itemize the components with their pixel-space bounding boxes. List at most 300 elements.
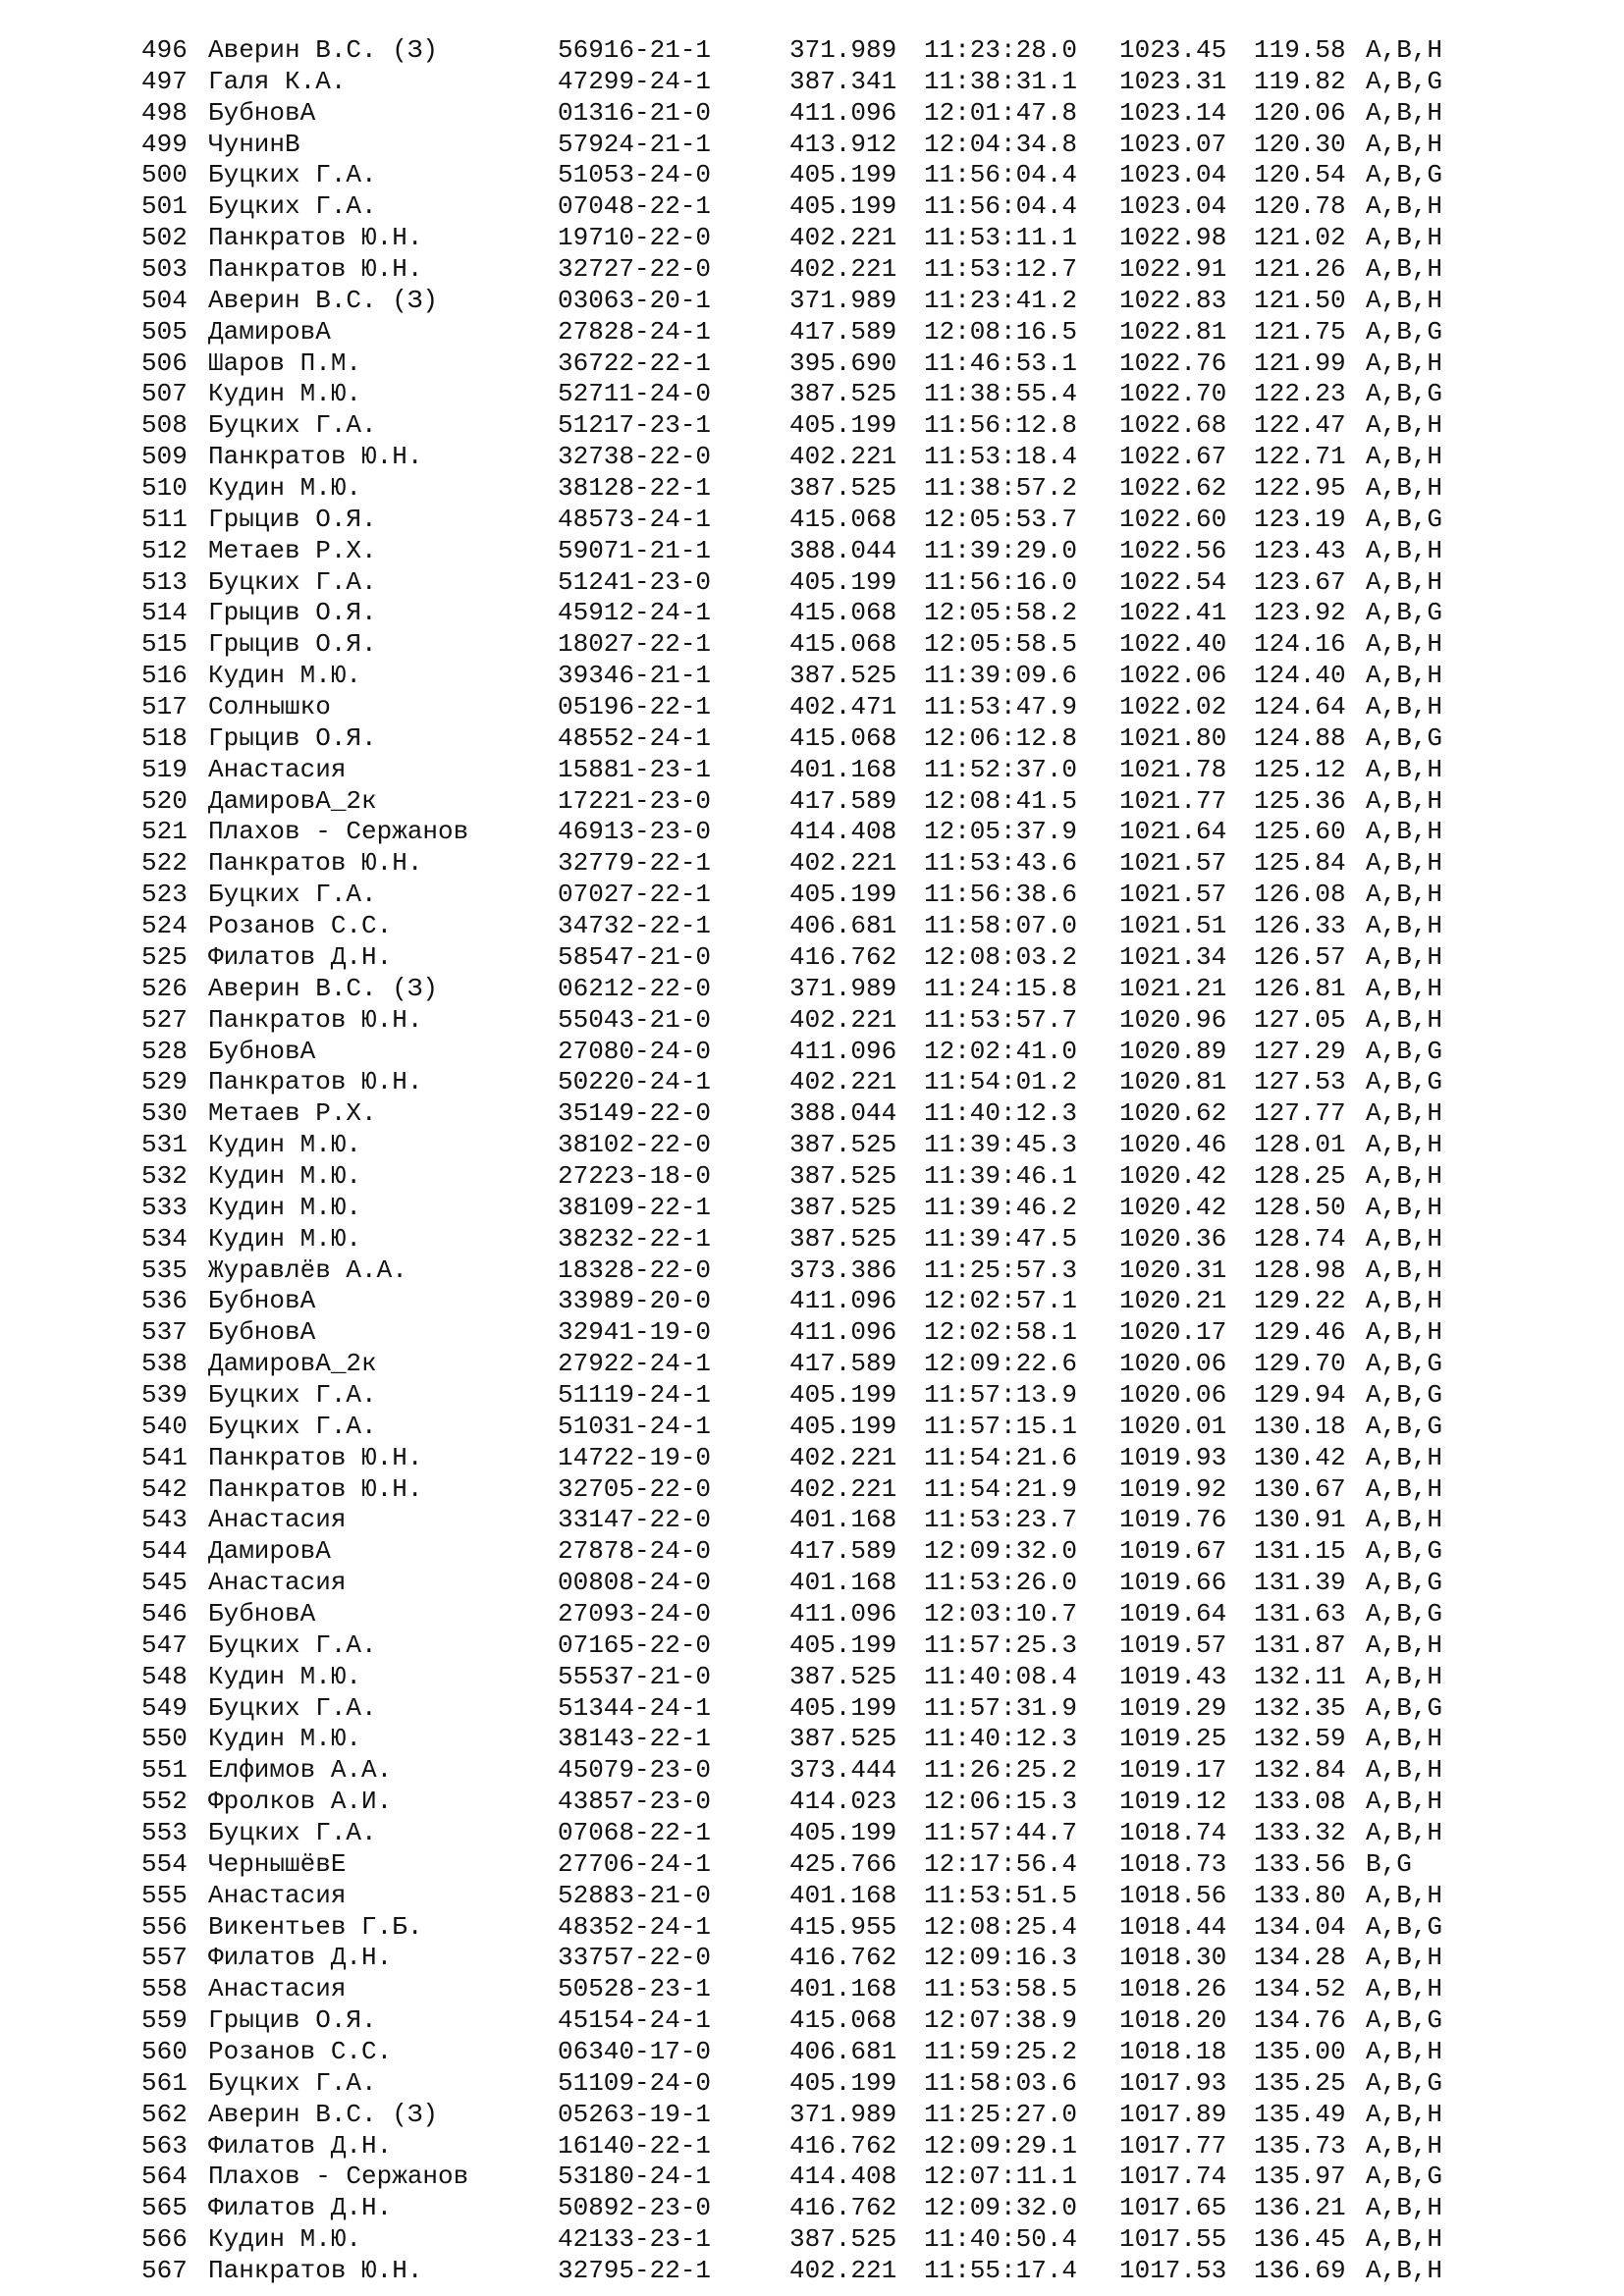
speed: 1022.06 — [1119, 661, 1227, 691]
ring-number: 48573-24-1 — [558, 504, 712, 534]
class-list: A,B,H — [1366, 1004, 1443, 1035]
class-list: A,B,H — [1366, 1943, 1443, 1973]
coefficient: 135.73 — [1254, 2130, 1346, 2161]
result-number: 560 — [141, 2037, 188, 2066]
class-list: A,B,H — [1366, 1473, 1443, 1504]
distance: 387.525 — [789, 473, 897, 504]
arrival-time: 11:54:01.2 — [924, 1067, 1078, 1097]
speed: 1020.31 — [1119, 1255, 1227, 1285]
result-number: 552 — [141, 1787, 188, 1817]
result-number: 511 — [141, 504, 188, 534]
ring-number: 38109-22-1 — [558, 1192, 712, 1222]
speed: 1022.62 — [1119, 473, 1227, 504]
coefficient: 123.43 — [1254, 535, 1346, 565]
participant-name: Кудин М.Ю. — [208, 1661, 362, 1691]
arrival-time: 11:57:25.3 — [924, 1629, 1078, 1660]
distance: 405.199 — [789, 160, 897, 190]
distance: 414.023 — [789, 1787, 897, 1817]
result-number: 522 — [141, 848, 188, 879]
class-list: A,B,G — [1366, 2005, 1443, 2036]
ring-number: 35149-22-0 — [558, 1098, 712, 1129]
arrival-time: 11:57:31.9 — [924, 1692, 1078, 1723]
distance: 416.762 — [789, 2130, 897, 2161]
arrival-time: 11:23:41.2 — [924, 285, 1078, 315]
distance: 415.068 — [789, 598, 897, 628]
ring-number: 32795-22-1 — [558, 2256, 712, 2286]
class-list: A,B,H — [1366, 442, 1443, 472]
ring-number: 33147-22-0 — [558, 1505, 712, 1535]
result-number: 562 — [141, 2099, 188, 2129]
coefficient: 122.47 — [1254, 410, 1346, 441]
result-number: 513 — [141, 566, 188, 597]
class-list: A,B,G — [1366, 1411, 1443, 1441]
participant-name: Аверин В.С. (З) — [208, 35, 439, 65]
participant-name: Викентьев Г.Б. — [208, 1911, 423, 1942]
coefficient: 129.46 — [1254, 1317, 1346, 1348]
result-number: 514 — [141, 598, 188, 628]
result-number: 521 — [141, 817, 188, 847]
speed: 1022.60 — [1119, 504, 1227, 534]
participant-name: Кудин М.Ю. — [208, 661, 362, 691]
coefficient: 125.12 — [1254, 754, 1346, 784]
class-list: A,B,G — [1366, 1349, 1443, 1379]
table-row — [141, 629, 1516, 661]
coefficient: 120.06 — [1254, 97, 1346, 128]
result-number: 564 — [141, 2162, 188, 2192]
participant-name: Плахов - Сержанов — [208, 817, 469, 847]
table-row — [141, 1317, 1516, 1349]
distance: 402.221 — [789, 1004, 897, 1035]
speed: 1022.02 — [1119, 692, 1227, 722]
table-row — [141, 1536, 1516, 1568]
distance: 406.681 — [789, 911, 897, 941]
class-list: A,B,H — [1366, 941, 1443, 972]
arrival-time: 11:53:57.7 — [924, 1004, 1078, 1035]
class-list: A,B,H — [1366, 97, 1443, 128]
arrival-time: 11:40:12.3 — [924, 1098, 1078, 1129]
speed: 1019.43 — [1119, 1661, 1227, 1691]
class-list: B,G — [1366, 1848, 1412, 1879]
ring-number: 43857-23-0 — [558, 1787, 712, 1817]
table-row — [141, 254, 1516, 286]
arrival-time: 12:07:38.9 — [924, 2005, 1078, 2036]
speed: 1019.29 — [1119, 1692, 1227, 1723]
table-row — [141, 848, 1516, 880]
speed: 1019.25 — [1119, 1724, 1227, 1754]
coefficient: 120.30 — [1254, 129, 1346, 159]
coefficient: 136.21 — [1254, 2193, 1346, 2223]
ring-number: 45154-24-1 — [558, 2005, 712, 2036]
coefficient: 121.50 — [1254, 285, 1346, 315]
table-row — [141, 1787, 1516, 1818]
table-row — [141, 1037, 1516, 1068]
table-row — [141, 2224, 1516, 2256]
distance: 415.068 — [789, 629, 897, 660]
arrival-time: 12:17:56.4 — [924, 1848, 1078, 1879]
coefficient: 128.01 — [1254, 1130, 1346, 1160]
result-number: 531 — [141, 1130, 188, 1160]
participant-name: Буцких Г.А. — [208, 191, 377, 222]
arrival-time: 12:01:47.8 — [924, 97, 1078, 128]
result-number: 518 — [141, 722, 188, 753]
participant-name: Анастасия — [208, 1974, 347, 2004]
ring-number: 18027-22-1 — [558, 629, 712, 660]
participant-name: Буцких Г.А. — [208, 1692, 377, 1723]
coefficient: 124.88 — [1254, 722, 1346, 753]
ring-number: 51053-24-0 — [558, 160, 712, 190]
coefficient: 124.64 — [1254, 692, 1346, 722]
arrival-time: 11:53:47.9 — [924, 692, 1078, 722]
result-number: 500 — [141, 160, 188, 190]
distance: 417.589 — [789, 785, 897, 816]
ring-number: 01316-21-0 — [558, 97, 712, 128]
distance: 406.681 — [789, 2037, 897, 2066]
coefficient: 127.53 — [1254, 1067, 1346, 1097]
ring-number: 34732-22-1 — [558, 911, 712, 941]
table-row — [141, 1724, 1516, 1755]
result-number: 567 — [141, 2256, 188, 2286]
participant-name: ЧернышёвЕ — [208, 1848, 347, 1879]
result-number: 501 — [141, 191, 188, 222]
distance: 417.589 — [789, 1536, 897, 1567]
coefficient: 133.80 — [1254, 1880, 1346, 1910]
coefficient: 123.67 — [1254, 566, 1346, 597]
ring-number: 32738-22-0 — [558, 442, 712, 472]
speed: 1019.17 — [1119, 1755, 1227, 1786]
result-number: 561 — [141, 2067, 188, 2098]
speed: 1020.01 — [1119, 1411, 1227, 1441]
arrival-time: 12:08:16.5 — [924, 316, 1078, 347]
speed: 1019.93 — [1119, 1442, 1227, 1472]
arrival-time: 11:53:23.7 — [924, 1505, 1078, 1535]
arrival-time: 11:38:31.1 — [924, 66, 1078, 96]
arrival-time: 11:24:15.8 — [924, 973, 1078, 1003]
participant-name: Буцких Г.А. — [208, 1411, 377, 1441]
speed: 1018.56 — [1119, 1880, 1227, 1910]
table-row — [141, 2131, 1516, 2163]
table-row — [141, 1818, 1516, 1849]
participant-name: Буцких Г.А. — [208, 410, 377, 441]
coefficient: 125.84 — [1254, 848, 1346, 879]
participant-name: Анастасия — [208, 1505, 347, 1535]
speed: 1020.81 — [1119, 1067, 1227, 1097]
speed: 1020.42 — [1119, 1192, 1227, 1222]
arrival-time: 12:07:11.1 — [924, 2162, 1078, 2192]
ring-number: 57924-21-1 — [558, 129, 712, 159]
distance: 411.096 — [789, 1036, 897, 1066]
speed: 1022.91 — [1119, 254, 1227, 285]
table-row — [141, 1474, 1516, 1506]
arrival-time: 11:53:51.5 — [924, 1880, 1078, 1910]
table-row — [141, 35, 1516, 67]
speed: 1020.89 — [1119, 1036, 1227, 1066]
coefficient: 121.75 — [1254, 316, 1346, 347]
table-row — [141, 1349, 1516, 1380]
arrival-time: 12:05:53.7 — [924, 504, 1078, 534]
coefficient: 129.22 — [1254, 1286, 1346, 1316]
ring-number: 06212-22-0 — [558, 973, 712, 1003]
distance: 388.044 — [789, 535, 897, 565]
coefficient: 130.42 — [1254, 1442, 1346, 1472]
class-list: A,B,H — [1366, 473, 1443, 504]
table-row — [141, 911, 1516, 942]
class-list: A,B,H — [1366, 191, 1443, 222]
coefficient: 135.97 — [1254, 2162, 1346, 2192]
coefficient: 134.76 — [1254, 2005, 1346, 2036]
participant-name: Панкратов Ю.Н. — [208, 254, 423, 285]
arrival-time: 11:57:13.9 — [924, 1379, 1078, 1410]
distance: 402.221 — [789, 1442, 897, 1472]
arrival-time: 12:09:32.0 — [924, 2193, 1078, 2223]
speed: 1019.66 — [1119, 1568, 1227, 1598]
speed: 1023.04 — [1119, 191, 1227, 222]
speed: 1021.21 — [1119, 973, 1227, 1003]
table-row — [141, 1380, 1516, 1412]
arrival-time: 11:56:12.8 — [924, 410, 1078, 441]
result-number: 539 — [141, 1379, 188, 1410]
participant-name: Панкратов Ю.Н. — [208, 1004, 423, 1035]
coefficient: 133.32 — [1254, 1817, 1346, 1847]
result-number: 536 — [141, 1286, 188, 1316]
ring-number: 52883-21-0 — [558, 1880, 712, 1910]
distance: 411.096 — [789, 1317, 897, 1348]
participant-name: Буцких Г.А. — [208, 1379, 377, 1410]
coefficient: 122.71 — [1254, 442, 1346, 472]
participant-name: Кудин М.Ю. — [208, 1130, 362, 1160]
ring-number: 50528-23-1 — [558, 1974, 712, 2004]
result-number: 549 — [141, 1692, 188, 1723]
class-list: A,B,H — [1366, 1817, 1443, 1847]
distance: 387.525 — [789, 1223, 897, 1254]
table-row — [141, 348, 1516, 380]
coefficient: 120.78 — [1254, 191, 1346, 222]
participant-name: Журавлёв А.А. — [208, 1255, 407, 1285]
result-number: 524 — [141, 911, 188, 941]
distance: 373.386 — [789, 1255, 897, 1285]
table-row — [141, 1630, 1516, 1662]
participant-name: Грыцив О.Я. — [208, 2005, 377, 2036]
arrival-time: 11:56:38.6 — [924, 880, 1078, 910]
speed: 1019.64 — [1119, 1598, 1227, 1629]
table-row — [141, 692, 1516, 723]
participant-name: Плахов - Сержанов — [208, 2162, 469, 2192]
table-row — [141, 98, 1516, 130]
arrival-time: 11:39:46.1 — [924, 1160, 1078, 1191]
distance: 405.199 — [789, 566, 897, 597]
class-list: A,B,H — [1366, 817, 1443, 847]
table-row — [141, 1130, 1516, 1161]
class-list: A,B,H — [1366, 692, 1443, 722]
arrival-time: 11:58:07.0 — [924, 911, 1078, 941]
result-number: 525 — [141, 941, 188, 972]
table-row — [141, 567, 1516, 599]
class-list: A,B,G — [1366, 66, 1443, 96]
arrival-time: 11:56:16.0 — [924, 566, 1078, 597]
coefficient: 132.84 — [1254, 1755, 1346, 1786]
coefficient: 135.00 — [1254, 2037, 1346, 2066]
speed: 1022.68 — [1119, 410, 1227, 441]
distance: 402.221 — [789, 1473, 897, 1504]
arrival-time: 12:08:03.2 — [924, 941, 1078, 972]
distance: 387.525 — [789, 1661, 897, 1691]
coefficient: 129.70 — [1254, 1349, 1346, 1379]
result-number: 504 — [141, 285, 188, 315]
result-number: 496 — [141, 35, 188, 65]
arrival-time: 11:26:25.2 — [924, 1755, 1078, 1786]
class-list: A,B,H — [1366, 1192, 1443, 1222]
arrival-time: 11:53:11.1 — [924, 223, 1078, 253]
table-row — [141, 67, 1516, 98]
class-list: A,B,H — [1366, 1787, 1443, 1817]
ring-number: 05263-19-1 — [558, 2099, 712, 2129]
speed: 1017.74 — [1119, 2162, 1227, 2192]
coefficient: 133.08 — [1254, 1787, 1346, 1817]
distance: 402.221 — [789, 442, 897, 472]
speed: 1021.51 — [1119, 911, 1227, 941]
class-list: A,B,H — [1366, 2224, 1443, 2255]
speed: 1018.74 — [1119, 1817, 1227, 1847]
result-number: 553 — [141, 1817, 188, 1847]
class-list: A,B,G — [1366, 598, 1443, 628]
distance: 405.199 — [789, 880, 897, 910]
class-list: A,B,H — [1366, 285, 1443, 315]
ring-number: 55537-21-0 — [558, 1661, 712, 1691]
speed: 1018.30 — [1119, 1943, 1227, 1973]
coefficient: 134.04 — [1254, 1911, 1346, 1942]
coefficient: 121.26 — [1254, 254, 1346, 285]
coefficient: 121.02 — [1254, 223, 1346, 253]
distance: 414.408 — [789, 817, 897, 847]
class-list: A,B,G — [1366, 722, 1443, 753]
distance: 395.690 — [789, 347, 897, 378]
participant-name: Панкратов Ю.Н. — [208, 2256, 423, 2286]
table-row — [141, 223, 1516, 254]
distance: 416.762 — [789, 941, 897, 972]
arrival-time: 12:09:32.0 — [924, 1536, 1078, 1567]
coefficient: 126.08 — [1254, 880, 1346, 910]
table-row — [141, 974, 1516, 1005]
coefficient: 128.98 — [1254, 1255, 1346, 1285]
result-number: 547 — [141, 1629, 188, 1660]
coefficient: 119.82 — [1254, 66, 1346, 96]
class-list: A,B,G — [1366, 1911, 1443, 1942]
speed: 1020.21 — [1119, 1286, 1227, 1316]
speed: 1019.12 — [1119, 1787, 1227, 1817]
table-row — [141, 1568, 1516, 1599]
participant-name: БубновА — [208, 97, 316, 128]
result-number: 505 — [141, 316, 188, 347]
coefficient: 130.91 — [1254, 1505, 1346, 1535]
arrival-time: 12:04:34.8 — [924, 129, 1078, 159]
class-list: A,B,H — [1366, 1629, 1443, 1660]
ring-number: 03063-20-1 — [558, 285, 712, 315]
result-number: 532 — [141, 1160, 188, 1191]
arrival-time: 11:39:29.0 — [924, 535, 1078, 565]
ring-number: 27080-24-0 — [558, 1036, 712, 1066]
distance: 415.955 — [789, 1911, 897, 1942]
coefficient: 135.49 — [1254, 2099, 1346, 2129]
ring-number: 46913-23-0 — [558, 817, 712, 847]
speed: 1021.80 — [1119, 722, 1227, 753]
arrival-time: 12:05:58.5 — [924, 629, 1078, 660]
ring-number: 51109-24-0 — [558, 2067, 712, 2098]
ring-number: 32941-19-0 — [558, 1317, 712, 1348]
coefficient: 124.40 — [1254, 661, 1346, 691]
ring-number: 06340-17-0 — [558, 2037, 712, 2066]
ring-number: 51217-23-1 — [558, 410, 712, 441]
speed: 1023.04 — [1119, 160, 1227, 190]
arrival-time: 11:56:04.4 — [924, 191, 1078, 222]
ring-number: 58547-21-0 — [558, 941, 712, 972]
table-row — [141, 1599, 1516, 1630]
table-row — [141, 2037, 1516, 2068]
speed: 1022.40 — [1119, 629, 1227, 660]
arrival-time: 11:57:15.1 — [924, 1411, 1078, 1441]
participant-name: Филатов Д.Н. — [208, 1943, 393, 1973]
coefficient: 125.36 — [1254, 785, 1346, 816]
participant-name: Анастасия — [208, 1880, 347, 1910]
results-table — [141, 35, 1516, 2287]
class-list: A,B,G — [1366, 1692, 1443, 1723]
table-row — [141, 1912, 1516, 1944]
ring-number: 52711-24-0 — [558, 379, 712, 409]
ring-number: 51119-24-1 — [558, 1379, 712, 1410]
ring-number: 18328-22-0 — [558, 1255, 712, 1285]
table-row — [141, 1098, 1516, 1130]
result-number: 554 — [141, 1848, 188, 1879]
table-row — [141, 2162, 1516, 2193]
arrival-time: 12:05:58.2 — [924, 598, 1078, 628]
coefficient: 132.35 — [1254, 1692, 1346, 1723]
result-number: 526 — [141, 973, 188, 1003]
result-number: 515 — [141, 629, 188, 660]
participant-name: Кудин М.Ю. — [208, 379, 362, 409]
ring-number: 45079-23-0 — [558, 1755, 712, 1786]
speed: 1023.14 — [1119, 97, 1227, 128]
coefficient: 128.25 — [1254, 1160, 1346, 1191]
ring-number: 48552-24-1 — [558, 722, 712, 753]
coefficient: 132.11 — [1254, 1661, 1346, 1691]
speed: 1020.62 — [1119, 1098, 1227, 1129]
participant-name: БубновА — [208, 1317, 316, 1348]
coefficient: 125.60 — [1254, 817, 1346, 847]
class-list: A,B,H — [1366, 1505, 1443, 1535]
table-row — [141, 2100, 1516, 2131]
distance: 402.221 — [789, 2256, 897, 2286]
participant-name: Кудин М.Ю. — [208, 1192, 362, 1222]
participant-name: Грыцив О.Я. — [208, 629, 377, 660]
class-list: A,B,H — [1366, 347, 1443, 378]
arrival-time: 11:53:58.5 — [924, 1974, 1078, 2004]
ring-number: 33757-22-0 — [558, 1943, 712, 1973]
ring-number: 38102-22-0 — [558, 1130, 712, 1160]
participant-name: Аверин В.С. (З) — [208, 285, 439, 315]
participant-name: Филатов Д.Н. — [208, 941, 393, 972]
speed: 1022.41 — [1119, 598, 1227, 628]
arrival-time: 11:40:50.4 — [924, 2224, 1078, 2255]
class-list: A,B,H — [1366, 566, 1443, 597]
coefficient: 126.33 — [1254, 911, 1346, 941]
ring-number: 07068-22-1 — [558, 1817, 712, 1847]
arrival-time: 12:09:16.3 — [924, 1943, 1078, 1973]
coefficient: 128.50 — [1254, 1192, 1346, 1222]
ring-number: 07027-22-1 — [558, 880, 712, 910]
arrival-time: 11:25:57.3 — [924, 1255, 1078, 1285]
participant-name: БубновА — [208, 1286, 316, 1316]
participant-name: Розанов С.С. — [208, 2037, 393, 2066]
ring-number: 27828-24-1 — [558, 316, 712, 347]
distance: 405.199 — [789, 1629, 897, 1660]
